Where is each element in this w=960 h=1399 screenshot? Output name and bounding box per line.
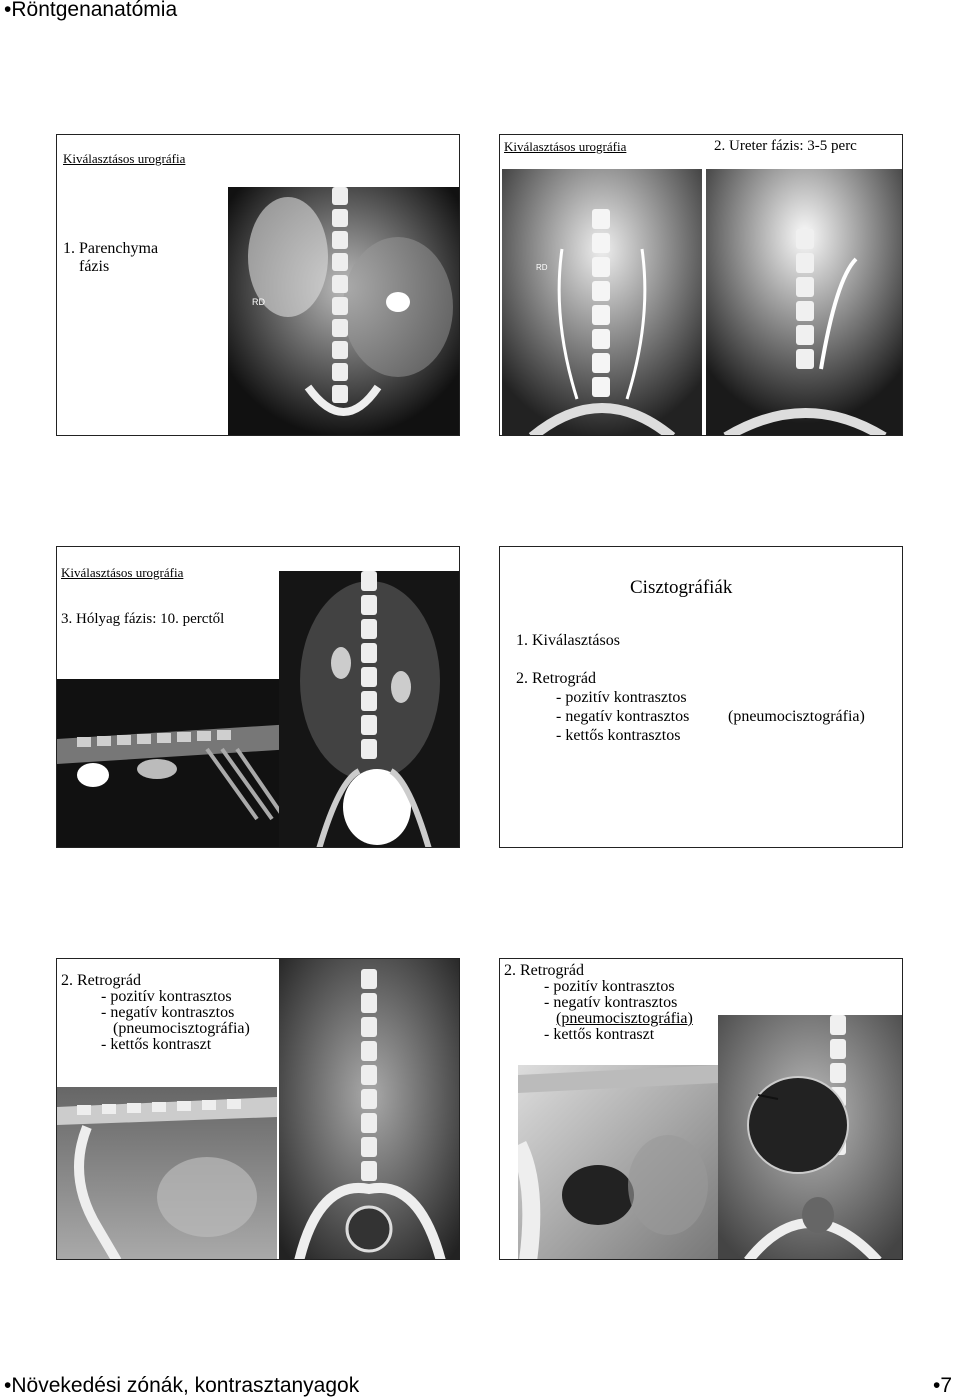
xray-image-pneumocystography-vd <box>279 959 460 1260</box>
xray-label-rd: RD <box>252 297 265 307</box>
slide-text-line2: fázis <box>79 258 110 275</box>
list-subitem-3: - kettős kontraszt <box>544 1026 655 1043</box>
list-subitem-2: - negatív kontrasztos <box>101 1004 235 1021</box>
page-number <box>933 1374 952 1398</box>
xray-image-bladder-lateral <box>57 679 293 848</box>
xray-image-ureter-right <box>706 169 903 436</box>
slide-heading: Kiválasztásos urográfia <box>61 565 184 580</box>
list-subitem-1: - pozitív kontrasztos <box>101 988 232 1005</box>
slide-ureter-phase <box>499 134 903 436</box>
page-number-value: 7 <box>940 1374 952 1397</box>
header-bullet: • <box>4 0 12 21</box>
slide-phase: 3. Hólyag fázis: 10. perctől <box>61 611 225 627</box>
xray-label-rd: RD <box>536 263 548 272</box>
list-subitem-2-note: (pneumocisztográfia) <box>556 1010 693 1027</box>
xray-image-bladder-vd <box>279 571 460 848</box>
footer-text: Növekedési zónák, kontrasztanyagok <box>11 1374 360 1397</box>
xray-image-double-contrast-lateral <box>518 1065 718 1260</box>
slide-retrograde-1 <box>56 958 460 1260</box>
slide-title: Cisztográfiák <box>630 577 733 598</box>
list-subitem-2: - negatív kontrasztos <box>556 708 690 725</box>
footer-bullet: • <box>4 1374 12 1397</box>
slide-parenchyma <box>56 134 460 436</box>
list-subitem-1: - pozitív kontrasztos <box>544 978 675 995</box>
list-item: 2. Retrográd <box>61 972 141 989</box>
slide-text-line1: 1. Parenchyma <box>63 240 159 257</box>
xray-image-double-contrast-vd <box>718 1015 903 1260</box>
slide-heading: Kiválasztásos urográfia <box>504 139 627 154</box>
page-header <box>4 0 177 22</box>
slide-heading: Kiválasztásos urográfia <box>63 151 186 166</box>
slide-bladder-phase <box>56 546 460 848</box>
list-subitem-2-note: (pneumocisztográfia) <box>728 708 865 725</box>
list-subitem-3: - kettős kontrasztos <box>556 727 681 744</box>
list-subitem-1: - pozitív kontrasztos <box>556 689 687 706</box>
list-item-1: 1. Kiválasztásos <box>516 632 620 649</box>
list-item: 2. Retrográd <box>504 962 584 979</box>
xray-image-ureter-left <box>502 169 702 436</box>
list-item-2: 2. Retrográd <box>516 670 596 687</box>
page-number-bullet: • <box>932 1374 941 1397</box>
xray-image-pneumocystography-lateral <box>57 1087 277 1260</box>
header-title: Röntgenanatómia <box>11 0 178 21</box>
list-subitem-3: - kettős kontraszt <box>101 1036 212 1053</box>
slide-retrograde-2 <box>499 958 903 1260</box>
list-subitem-2-note: (pneumocisztográfia) <box>113 1020 250 1037</box>
xray-image-abdomen-vd <box>228 187 460 436</box>
slide-phase: 2. Ureter fázis: 3-5 perc <box>714 138 857 154</box>
slide-cystography <box>499 546 903 848</box>
page-footer <box>4 1374 359 1398</box>
list-subitem-2: - negatív kontrasztos <box>544 994 678 1011</box>
